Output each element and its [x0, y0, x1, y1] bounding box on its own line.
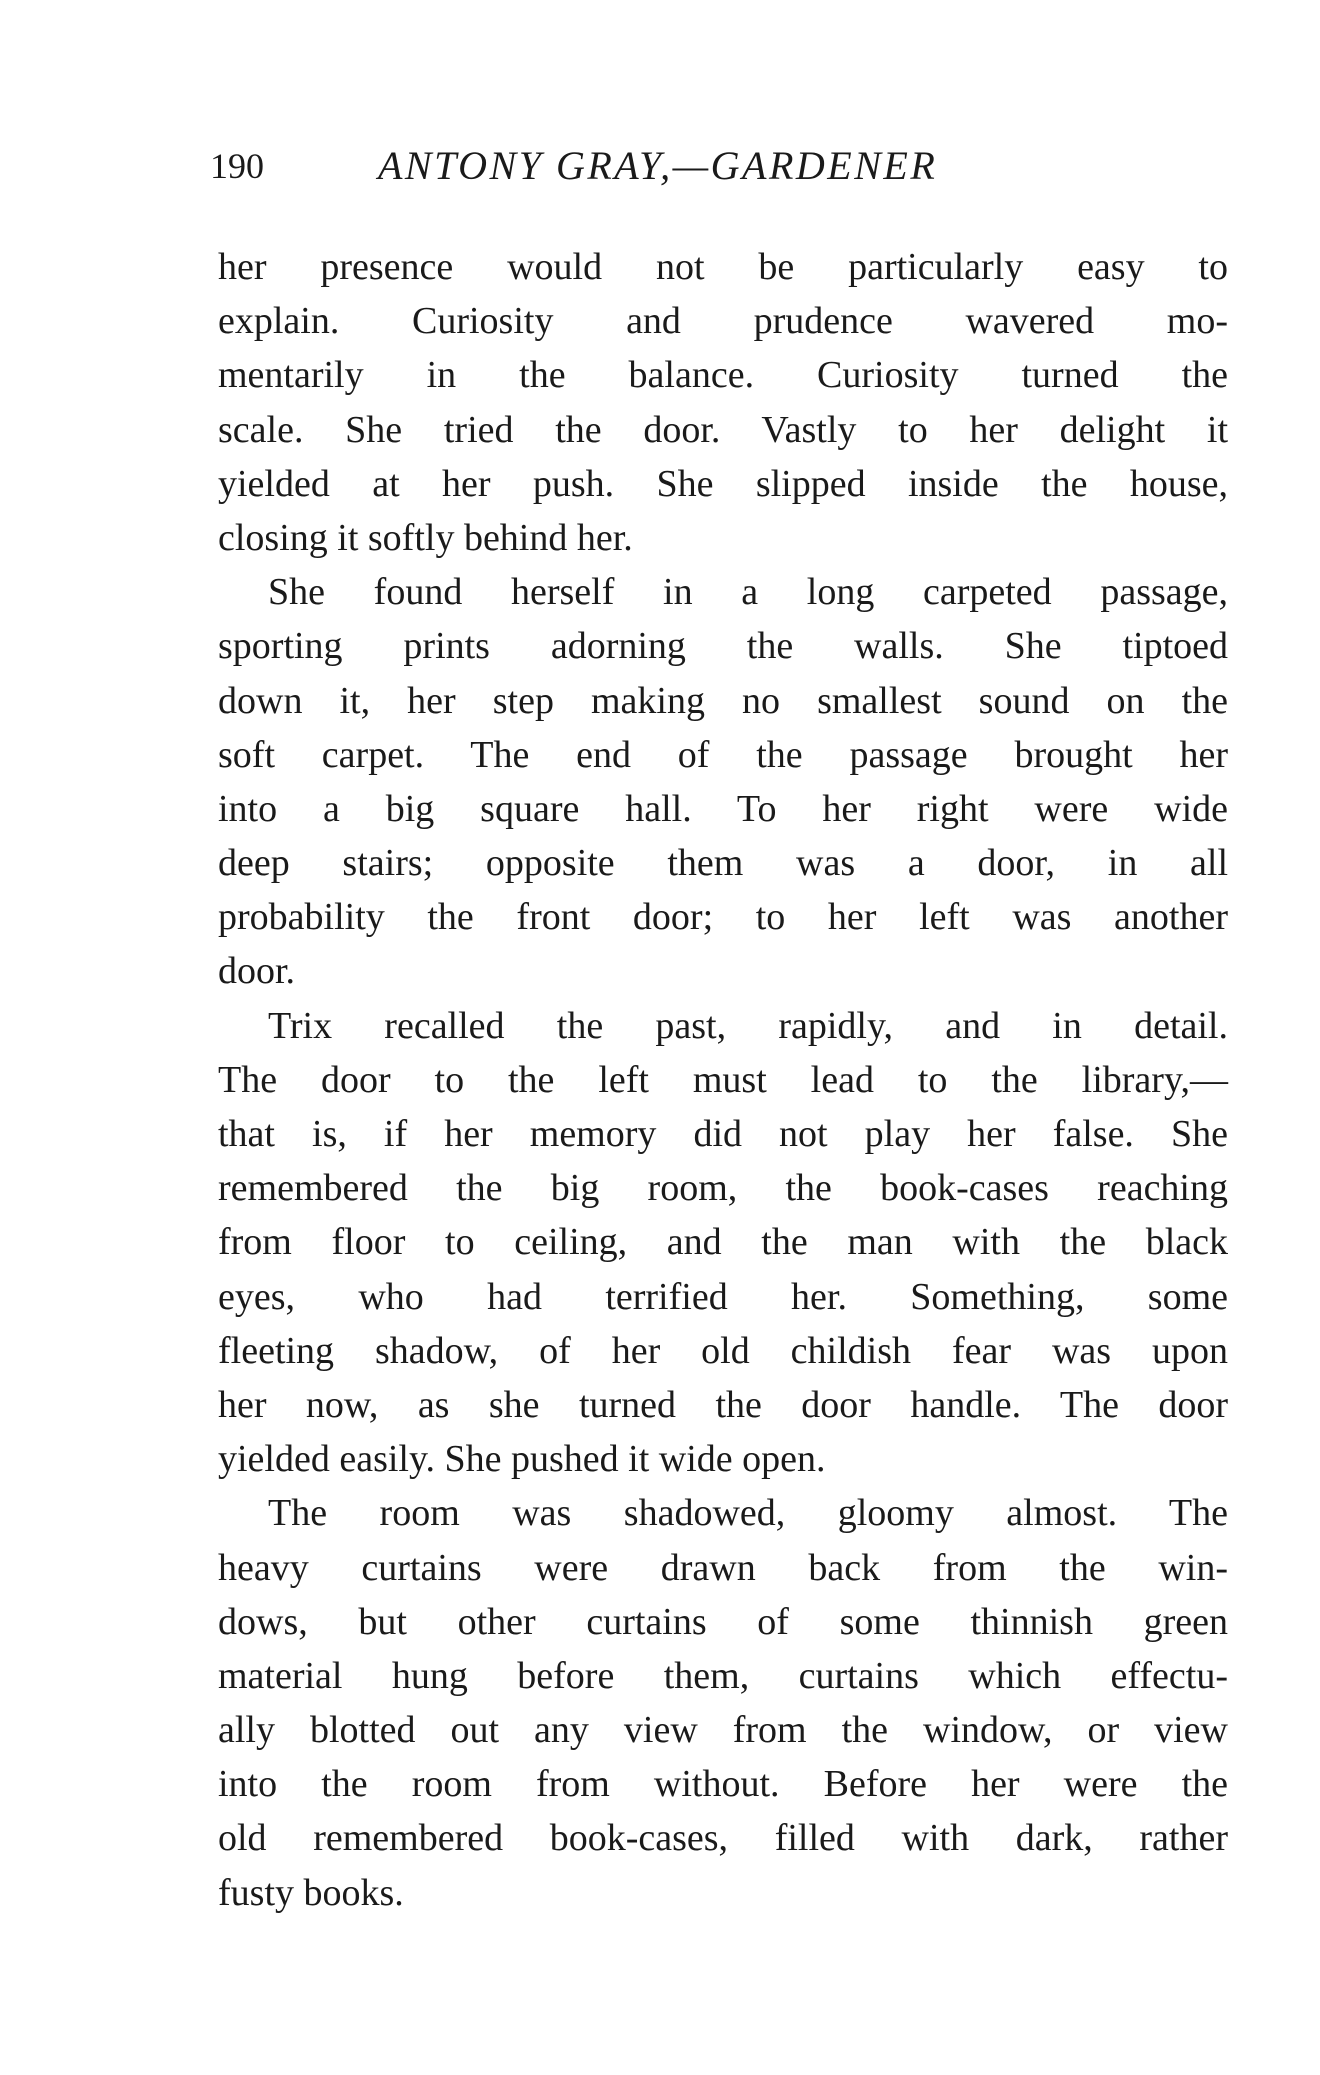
text-line: fusty books.: [218, 1871, 404, 1914]
body-text: [218, 240, 1228, 1920]
text-line: sporting prints adorning the walls. She tiptoed: [218, 625, 1228, 668]
text-line: yielded at her push. She slipped inside the house,: [218, 462, 1228, 505]
text-line: from floor to ceiling, and the man with the black: [218, 1221, 1228, 1264]
text-line: The room was shadowed, gloomy almost. The: [268, 1492, 1228, 1535]
text-line: Trix recalled the past, rapidly, and in detail.: [268, 1004, 1228, 1047]
text-line: into a big square hall. To her right were wide: [218, 787, 1228, 830]
text-line: material hung before them, curtains which effectu-: [218, 1654, 1228, 1697]
text-line: eyes, who had terrified her. Something, some: [218, 1275, 1228, 1318]
text-line: fleeting shadow, of her old childish fear was upon: [218, 1329, 1228, 1372]
text-line: old remembered book-cases, filled with dark, rather: [218, 1817, 1228, 1860]
text-line: into the room from without. Before her were the: [218, 1763, 1228, 1806]
text-line: deep stairs; opposite them was a door, in all: [218, 842, 1228, 885]
text-line: remembered the big room, the book-cases reaching: [218, 1167, 1228, 1210]
text-line: mentarily in the balance. Curiosity turned the: [218, 354, 1228, 397]
text-line: explain. Curiosity and prudence wavered mo-: [218, 300, 1228, 343]
running-head: [210, 138, 1090, 194]
text-line: scale. She tried the door. Vastly to her delight it: [218, 408, 1228, 451]
page-number: 190: [210, 146, 264, 186]
text-line: dows, but other curtains of some thinnish green: [218, 1600, 1228, 1643]
text-line: The door to the left must lead to the library,—: [218, 1058, 1228, 1101]
text-line: yielded easily. She pushed it wide open.: [218, 1438, 826, 1481]
book-title: ANTONY GRAY,—GARDENER: [378, 143, 938, 188]
text-line: closing it softly behind her.: [218, 516, 633, 559]
text-line: her presence would not be particularly easy to: [218, 246, 1228, 288]
text-line: ally blotted out any view from the window, or view: [218, 1709, 1228, 1752]
text-line: heavy curtains were drawn back from the win-: [218, 1546, 1228, 1589]
text-line: that is, if her memory did not play her false. She: [218, 1113, 1228, 1155]
text-line: probability the front door; to her left was another: [218, 896, 1228, 939]
text-line: She found herself in a long carpeted passage,: [268, 571, 1228, 614]
text-line: soft carpet. The end of the passage brought her: [218, 733, 1228, 776]
text-line: down it, her step making no smallest sound on the: [218, 679, 1228, 722]
text-line: her now, as she turned the door handle. The door: [218, 1383, 1228, 1426]
text-line: door.: [218, 950, 296, 993]
